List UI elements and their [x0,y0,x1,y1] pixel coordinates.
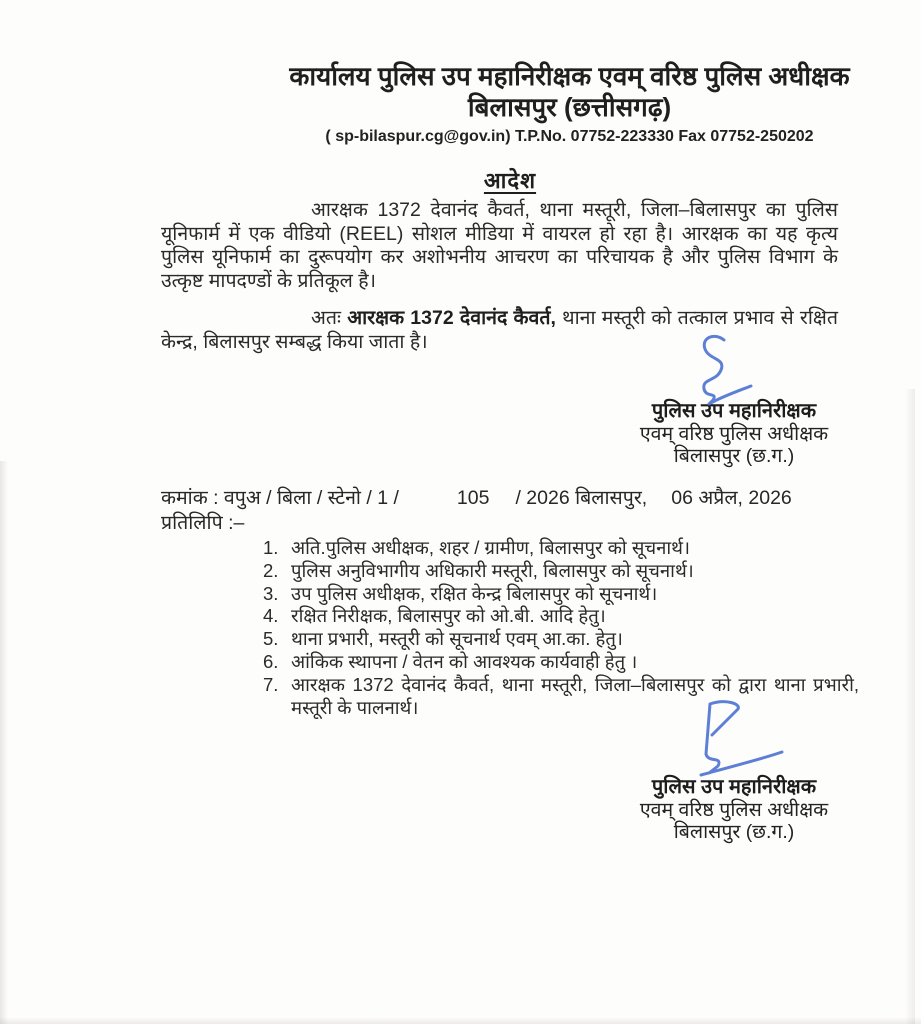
list-item-text: रक्षित निरीक्षक, बिलासपुर को ओ.बी. आदि हेतु। [291,605,606,627]
signatory-title: पुलिस उप महानिरीक्षक [651,400,817,422]
list-item-number: 1. [263,537,279,558]
reference-date: 06 अप्रैल, 2026 [671,487,792,509]
signatory-subtitle: एवम् वरिष्ठ पुलिस अधीक्षक [639,422,829,445]
list-item-number: 5. [263,628,279,650]
signature-block-top [608,400,860,468]
signatory-place: बिलासपुर (छ.ग.) [673,445,795,467]
list-item-text: अति.पुलिस अधीक्षक, शहर / ग्रामीण, बिलासपुर को सूचनार्थ। [291,537,690,558]
list-item-number: 4. [263,605,279,627]
list-item [263,583,859,606]
contact-info: ( sp-bilaspur.cg@gov.in) T.P.No. 07752-223330 Fax 07752-250202 [325,128,814,145]
order-heading [160,165,860,195]
list-item-text: पुलिस अनुविभागीय अधिकारी मस्तूरी, बिलासपुर को सूचनार्थ। [291,559,694,581]
signature-block-bottom [608,776,860,844]
signatory-subtitle: एवम् वरिष्ठ पुलिस अधीक्षक [639,798,829,821]
list-item-text: आंकिक स्थापना / वेतन को आवश्यक कार्यवाही हेतु । [291,650,638,672]
signatory-title: पुलिस उप महानिरीक्षक [651,776,817,798]
para2-constable-name: आरक्षक 1372 देवानंद कैवर्त, [347,307,556,329]
reference-label: कमांक : वपुअ / बिला / स्टेनो / 1 / [161,487,399,509]
paragraph-order-action [161,307,838,354]
list-item [263,628,859,651]
list-item-text: थाना प्रभारी, मस्तूरी को सूचनार्थ एवम् आ.का. हेतु। [291,628,623,650]
para2-prefix: अतः [311,307,348,329]
list-item [263,674,859,720]
para2-rest: थाना मस्तूरी को तत्काल प्रभाव से रक्षित केन्द्र, बिलासपुर सम्बद्ध किया जाता है। [161,307,838,353]
order-heading-text: आदेश [483,168,537,193]
list-item [263,560,859,583]
copy-to-label: प्रतिलिपि :– [161,512,245,534]
list-item [263,537,859,560]
letterhead [220,60,919,147]
reference-number: 105 [456,487,490,509]
list-item-number: 2. [263,559,279,581]
copy-distribution-list [263,537,859,719]
list-item [263,605,859,628]
list-item-text: आरक्षक 1372 देवानंद कैवर्त, थाना मस्तूरी, जिला–बिलासपुर को द्वारा थाना प्रभारी, मस्तूरी के पालनार्थ। [291,673,859,718]
reference-year-place: / 2026 बिलासपुर, [515,487,648,509]
list-item-number: 3. [263,582,279,604]
list-item-number: 6. [263,650,279,672]
list-item-text: उप पुलिस अधीक्षक, रक्षित केन्द्र बिलासपुर को सूचनार्थ। [291,582,658,604]
scan-edge-shadow-bottom [0,1017,921,1024]
reference-line [161,483,853,510]
signatory-place: बिलासपुर (छ.ग.) [673,821,795,843]
scan-edge-shadow-right [905,389,915,1024]
list-item-number: 7. [263,673,279,695]
scan-edge-shadow-left [0,461,8,1024]
paragraph-order-body: आरक्षक 1372 देवानंद कैवर्त, थाना मस्तूरी, जिला–बिलासपुर का पुलिस यूनिफार्म में एक वीडियो (REEL) सोशल मीडिया में वायरल हो रहा है। आरक्षक का यह कृत्य पुलिस यूनिफार्म का दुरूपयोग कर अशोभनीय आचरण का परिचायक है और पुलिस विभाग के उत्कृष्ट मापदण्डों के प्रतिकूल है। [161,199,838,292]
office-title: कार्यालय पुलिस उप महानिरीक्षक एवम् वरिष्ठ पुलिस अधीक्षक [289,61,850,91]
office-location: बिलासपुर (छत्तीसगढ़) [467,92,672,122]
list-item [263,651,859,674]
